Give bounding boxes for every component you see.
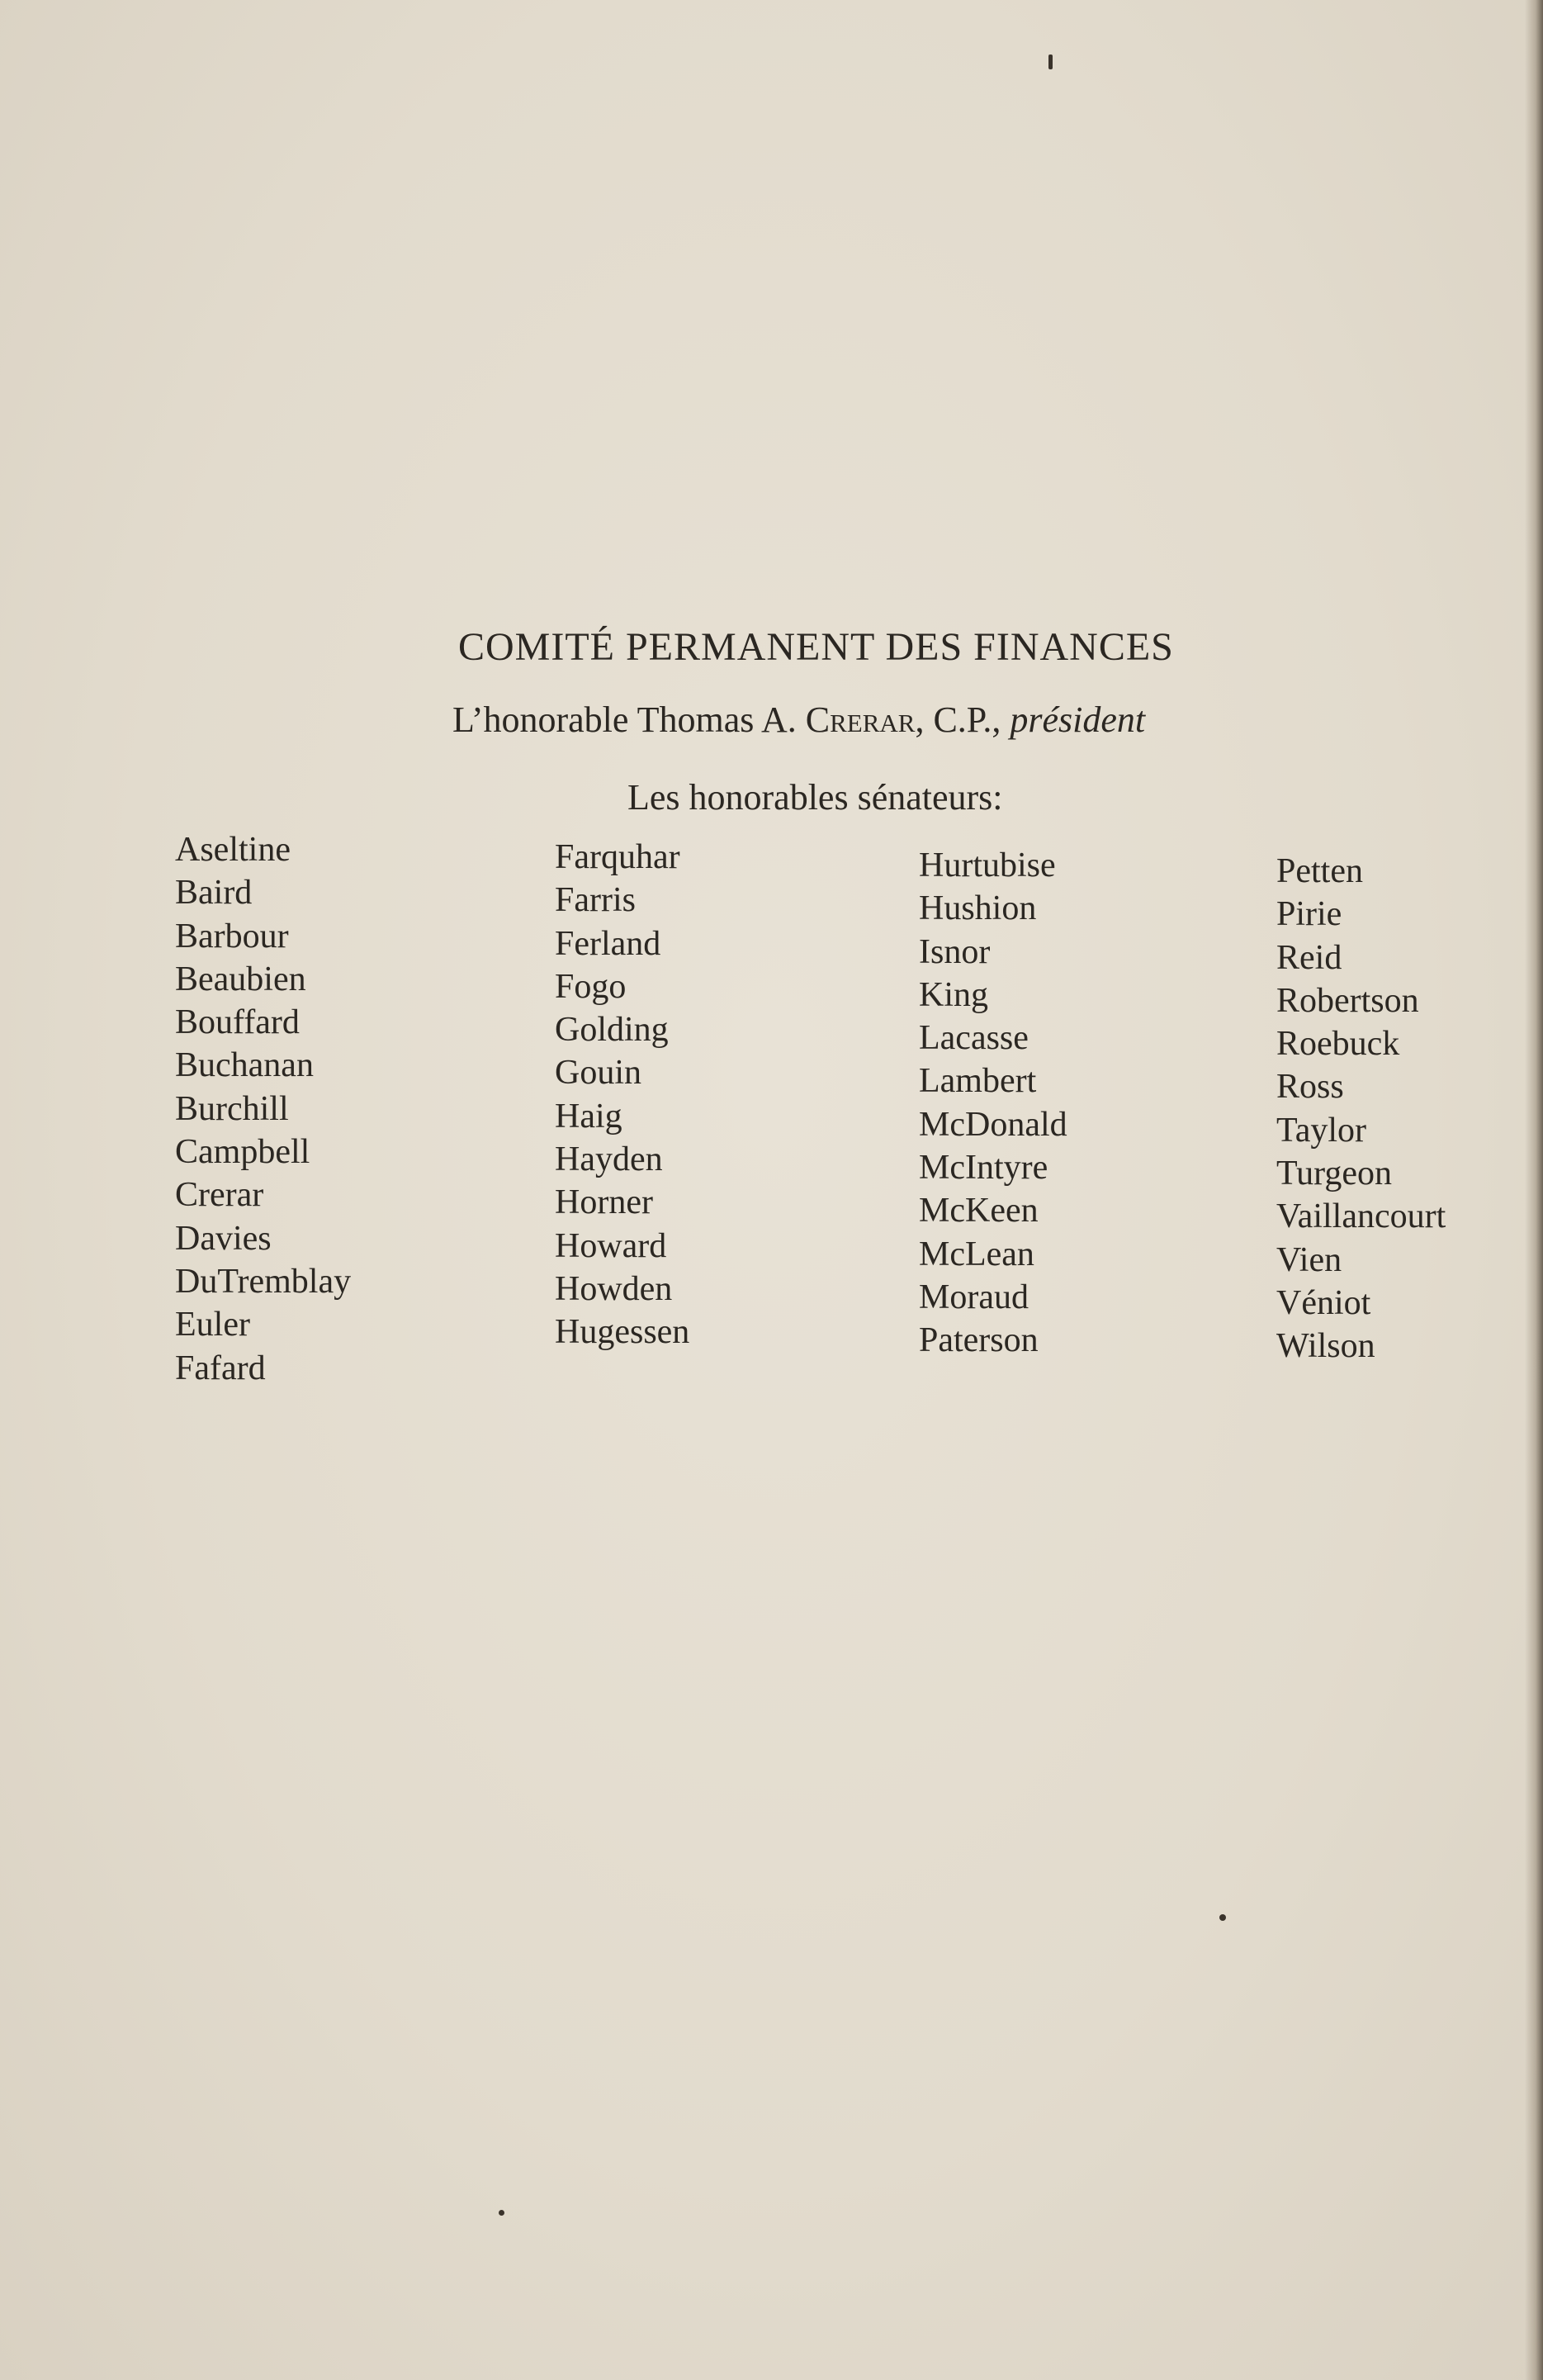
senator-name: McIntyre <box>919 1149 1048 1188</box>
senator-name: Beaubien <box>175 960 306 998</box>
senator-name: Buchanan <box>175 1046 314 1085</box>
senator-name: Hayden <box>555 1140 663 1179</box>
page-edge-shadow <box>1525 0 1543 2380</box>
senator-name: Bouffard <box>175 1003 300 1042</box>
senator-name: Burchill <box>175 1089 289 1128</box>
senator-name: Horner <box>555 1183 653 1222</box>
paper-speck <box>499 2210 504 2216</box>
senator-column-2 <box>555 836 689 1354</box>
members-heading: Les honorables sénateurs: <box>627 777 1003 818</box>
senator-name: Gouin <box>555 1054 641 1093</box>
senator-name: Howard <box>555 1226 667 1265</box>
senator-name: Golding <box>555 1011 669 1050</box>
senator-name: Taylor <box>1276 1111 1367 1150</box>
senator-name: Farquhar <box>555 838 680 876</box>
senator-name: Isnor <box>919 932 991 971</box>
senator-name: Lacasse <box>919 1019 1029 1058</box>
senator-name: Reid <box>1276 938 1342 977</box>
senator-name: Petten <box>1276 852 1363 890</box>
senator-name: McKeen <box>919 1192 1039 1230</box>
senator-name: McDonald <box>919 1105 1067 1144</box>
senator-name: Pirie <box>1276 895 1342 934</box>
senator-name: Barbour <box>175 917 289 955</box>
senator-name: Hugessen <box>555 1313 690 1352</box>
senator-name: Aseltine <box>175 831 291 869</box>
senator-column-3 <box>919 844 1067 1363</box>
senator-name: Hushion <box>919 889 1037 928</box>
senator-name: DuTremblay <box>175 1262 352 1301</box>
senator-name: King <box>919 975 988 1014</box>
senator-name: Farris <box>555 881 636 920</box>
senator-name: Euler <box>175 1306 250 1344</box>
senator-name: Crerar <box>175 1176 264 1215</box>
senator-name: Ross <box>1276 1068 1344 1107</box>
chair-suffix: , C.P., <box>915 699 1011 740</box>
senator-name: Fogo <box>555 967 627 1006</box>
chair-role: président <box>1010 699 1146 740</box>
committee-title: COMITÉ PERMANENT DES FINANCES <box>458 625 1174 669</box>
senator-name: Haig <box>555 1097 622 1135</box>
senator-name: McLean <box>919 1235 1034 1273</box>
senator-name: Fafard <box>175 1349 266 1387</box>
senator-name: Ferland <box>555 924 661 963</box>
paper-speck <box>1048 55 1053 69</box>
chair-prefix: L’honorable Thomas A. <box>452 699 806 740</box>
senator-name: Baird <box>175 874 253 913</box>
senator-name: Wilson <box>1276 1327 1375 1366</box>
senator-name: Véniot <box>1276 1283 1371 1322</box>
senator-name: Davies <box>175 1219 272 1258</box>
senator-name: Moraud <box>919 1278 1029 1316</box>
paper-speck <box>1219 1914 1226 1921</box>
committee-chair <box>452 699 1145 741</box>
senator-name: Roebuck <box>1276 1025 1400 1064</box>
senator-name: Hurtubise <box>919 846 1056 884</box>
senator-name: Vaillancourt <box>1276 1197 1446 1236</box>
senator-column-1 <box>175 828 351 1390</box>
senator-name: Turgeon <box>1276 1154 1393 1193</box>
senator-column-4 <box>1276 850 1446 1368</box>
chair-name: Crerar <box>805 699 916 740</box>
senator-name: Campbell <box>175 1133 310 1172</box>
senator-name: Paterson <box>919 1321 1039 1360</box>
senator-name: Howden <box>555 1269 673 1308</box>
senator-name: Lambert <box>919 1062 1037 1101</box>
senator-name: Robertson <box>1276 981 1419 1020</box>
senator-name: Vien <box>1276 1240 1342 1279</box>
